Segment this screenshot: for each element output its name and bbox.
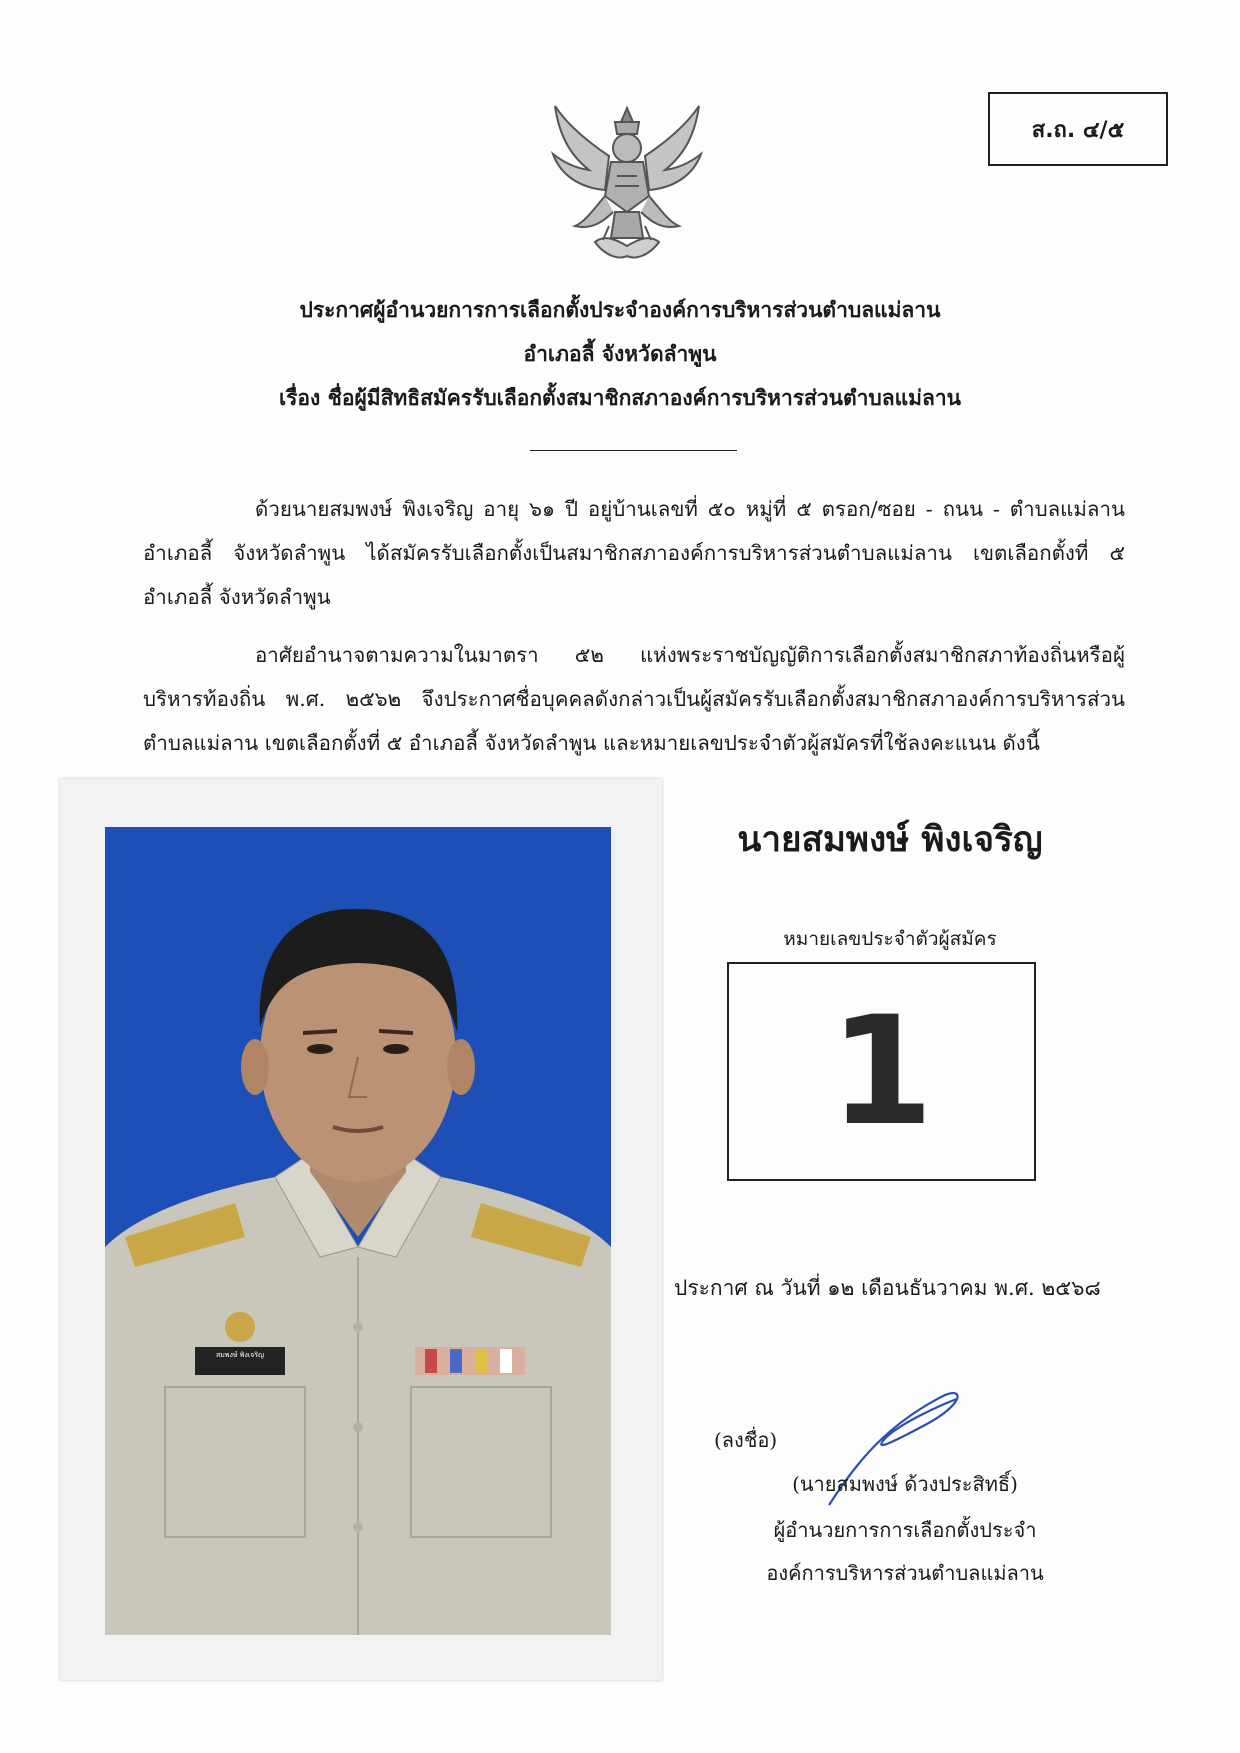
signer-position-line2: องค์การบริหารส่วนตำบลแม่ลาน <box>766 1561 1044 1585</box>
divider <box>530 450 737 451</box>
candidate-portrait <box>105 827 611 1635</box>
header-district: อำเภอลี้ จังหวัดลำพูน <box>523 342 717 366</box>
signer-name: (นายสมพงษ์ ด้วงประสิทธิ์) <box>792 1472 1018 1496</box>
header-subject: เรื่อง ชื่อผู้มีสิทธิสมัครรับเลือกตั้งสมาชิกสภาองค์การบริหารส่วนตำบลแม่ลาน <box>278 386 962 410</box>
candidate-photo <box>105 827 611 1635</box>
candidate-number-box <box>727 962 1036 1181</box>
paragraph-1-text: ด้วยนายสมพงษ์ พิงเจริญ อายุ ๖๑ ปี อยู่บ้านเลขที่ ๕๐ หมู่ที่ ๕ ตรอก/ซอย - ถนน - ตำบลแม่ลาน อำเภอลี้ จังหวัดลำพูน ได้สมัครรับเลือกตั้งเป็นสมาชิกสภาองค์การบริหารส่วนตำบลแม่ลาน เขตเลือกตั้งที่ ๕ อำเภอลี้ จังหวัดลำพูน <box>143 497 1125 609</box>
header-title: ประกาศผู้อำนวยการการเลือกตั้งประจำองค์การบริหารส่วนตำบลแม่ลาน <box>299 298 941 322</box>
signature-label: (ลงชื่อ) <box>714 1428 778 1452</box>
photo-nametag: สมพงษ์ พิงเจริญ <box>215 1351 264 1359</box>
paragraph-2-text: อาศัยอำนาจตามความในมาตรา ๕๒ แห่งพระราชบัญญัติการเลือกตั้งสมาชิกสภาท้องถิ่นหรือผู้บริหารท้องถิ่น พ.ศ. ๒๕๖๒ จึงประกาศชื่อบุคคลดังกล่าวเป็นผู้สมัครรับเลือกตั้งสมาชิกสภาองค์การบริหารส่วนตำบลแม่ลาน เขตเลือกตั้งที่ ๕ อำเภอลี้ จังหวัดลำพูน และหมายเลขประจำตัวผู้สมัครที่ใช้ลงคะแนน ดังนี้ <box>143 643 1125 755</box>
paragraph-2 <box>143 633 1125 765</box>
photo-mount <box>60 779 662 1680</box>
candidate-number: 1 <box>829 984 934 1159</box>
garuda-emblem-icon <box>545 100 710 265</box>
candidate-name: นายสมพงษ์ พิงเจริญ <box>737 820 1043 860</box>
announcement-date: ประกาศ ณ วันที่ ๑๒ เดือนธันวาคม พ.ศ. ๒๕๖๘ <box>674 1276 1101 1300</box>
paragraph-1 <box>143 487 1125 619</box>
signer-position-line1: ผู้อำนวยการการเลือกตั้งประจำ <box>773 1518 1037 1542</box>
form-code-box: ส.ถ. ๔/๕ <box>988 92 1168 166</box>
candidate-number-label: หมายเลขประจำตัวผู้สมัคร <box>783 928 997 950</box>
